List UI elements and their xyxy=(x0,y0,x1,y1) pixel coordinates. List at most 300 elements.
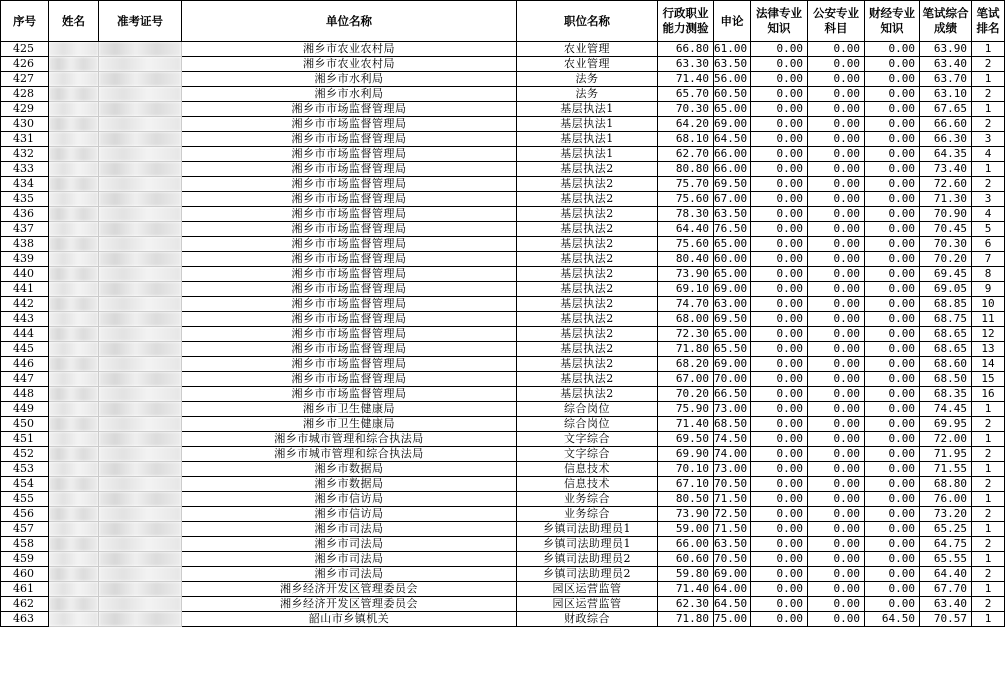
cell-total: 63.10 xyxy=(920,87,972,102)
redaction-blur xyxy=(49,57,98,71)
cell-xingce: 66.80 xyxy=(658,42,714,57)
cell-total: 72.00 xyxy=(920,432,972,447)
redaction-blur xyxy=(49,507,98,521)
cell-name-redacted xyxy=(49,477,99,492)
cell-unit: 湘乡市市场监督管理局 xyxy=(182,117,517,132)
cell-unit: 湘乡市市场监督管理局 xyxy=(182,102,517,117)
cell-rank: 1 xyxy=(972,402,1005,417)
cell-exam-no-redacted xyxy=(99,432,182,447)
cell-name-redacted xyxy=(49,507,99,522)
cell-total: 68.85 xyxy=(920,297,972,312)
redaction-blur xyxy=(49,522,98,536)
redaction-blur xyxy=(99,522,181,536)
cell-exam-no-redacted xyxy=(99,147,182,162)
cell-unit: 湘乡市市场监督管理局 xyxy=(182,177,517,192)
table-row xyxy=(1,237,1005,252)
cell-police: 0.00 xyxy=(808,522,865,537)
cell-finance: 0.00 xyxy=(865,552,920,567)
cell-xingce: 80.80 xyxy=(658,162,714,177)
cell-unit: 湘乡市司法局 xyxy=(182,537,517,552)
table-row xyxy=(1,507,1005,522)
cell-name-redacted xyxy=(49,207,99,222)
cell-unit: 湘乡市数据局 xyxy=(182,477,517,492)
cell-seq: 453 xyxy=(1,462,49,477)
cell-exam-no-redacted xyxy=(99,132,182,147)
cell-law: 0.00 xyxy=(751,402,808,417)
cell-rank: 14 xyxy=(972,357,1005,372)
cell-position: 基层执法2 xyxy=(517,372,658,387)
cell-xingce: 64.40 xyxy=(658,222,714,237)
cell-law: 0.00 xyxy=(751,312,808,327)
cell-police: 0.00 xyxy=(808,162,865,177)
cell-total: 67.65 xyxy=(920,102,972,117)
cell-seq: 445 xyxy=(1,342,49,357)
cell-law: 0.00 xyxy=(751,522,808,537)
cell-finance: 0.00 xyxy=(865,432,920,447)
redaction-blur xyxy=(99,417,181,431)
table-row xyxy=(1,567,1005,582)
cell-seq: 459 xyxy=(1,552,49,567)
redaction-blur xyxy=(99,57,181,71)
cell-police: 0.00 xyxy=(808,357,865,372)
cell-xingce: 59.00 xyxy=(658,522,714,537)
redaction-blur xyxy=(49,567,98,581)
cell-name-redacted xyxy=(49,147,99,162)
cell-unit: 湘乡市市场监督管理局 xyxy=(182,372,517,387)
cell-law: 0.00 xyxy=(751,192,808,207)
table-row xyxy=(1,132,1005,147)
cell-seq: 456 xyxy=(1,507,49,522)
cell-shenlun: 74.00 xyxy=(714,447,751,462)
table-row xyxy=(1,597,1005,612)
cell-shenlun: 69.50 xyxy=(714,312,751,327)
cell-police: 0.00 xyxy=(808,222,865,237)
redaction-blur xyxy=(99,537,181,551)
cell-position: 农业管理 xyxy=(517,42,658,57)
redaction-blur xyxy=(99,357,181,371)
redaction-blur xyxy=(49,342,98,356)
cell-police: 0.00 xyxy=(808,477,865,492)
cell-position: 农业管理 xyxy=(517,57,658,72)
cell-unit: 湘乡市市场监督管理局 xyxy=(182,237,517,252)
cell-name-redacted xyxy=(49,552,99,567)
cell-rank: 1 xyxy=(972,492,1005,507)
cell-unit: 湘乡经济开发区管理委员会 xyxy=(182,597,517,612)
header-law: 法律专业知识 xyxy=(751,1,808,42)
cell-police: 0.00 xyxy=(808,282,865,297)
cell-exam-no-redacted xyxy=(99,507,182,522)
cell-total: 68.60 xyxy=(920,357,972,372)
cell-police: 0.00 xyxy=(808,387,865,402)
redaction-blur xyxy=(99,72,181,86)
cell-rank: 2 xyxy=(972,477,1005,492)
cell-law: 0.00 xyxy=(751,357,808,372)
cell-shenlun: 71.50 xyxy=(714,492,751,507)
cell-seq: 443 xyxy=(1,312,49,327)
redaction-blur xyxy=(49,207,98,221)
cell-seq: 461 xyxy=(1,582,49,597)
cell-seq: 428 xyxy=(1,87,49,102)
cell-position: 基层执法2 xyxy=(517,267,658,282)
cell-position: 业务综合 xyxy=(517,492,658,507)
cell-police: 0.00 xyxy=(808,72,865,87)
cell-rank: 13 xyxy=(972,342,1005,357)
cell-exam-no-redacted xyxy=(99,252,182,267)
cell-position: 法务 xyxy=(517,72,658,87)
cell-total: 64.35 xyxy=(920,147,972,162)
table-row xyxy=(1,222,1005,237)
redaction-blur xyxy=(49,42,98,56)
cell-unit: 湘乡市水利局 xyxy=(182,87,517,102)
cell-shenlun: 73.00 xyxy=(714,462,751,477)
header-police: 公安专业科目 xyxy=(808,1,865,42)
header-exam-no: 准考证号 xyxy=(99,1,182,42)
cell-police: 0.00 xyxy=(808,102,865,117)
cell-position: 基层执法2 xyxy=(517,177,658,192)
cell-exam-no-redacted xyxy=(99,357,182,372)
cell-xingce: 60.60 xyxy=(658,552,714,567)
cell-seq: 431 xyxy=(1,132,49,147)
table-row xyxy=(1,537,1005,552)
cell-rank: 9 xyxy=(972,282,1005,297)
cell-law: 0.00 xyxy=(751,387,808,402)
cell-name-redacted xyxy=(49,72,99,87)
cell-unit: 湘乡市市场监督管理局 xyxy=(182,342,517,357)
cell-finance: 0.00 xyxy=(865,42,920,57)
table-body xyxy=(1,42,1005,627)
cell-law: 0.00 xyxy=(751,507,808,522)
header-name: 姓名 xyxy=(49,1,99,42)
cell-position: 基层执法1 xyxy=(517,132,658,147)
redaction-blur xyxy=(49,372,98,386)
cell-total: 66.60 xyxy=(920,117,972,132)
cell-total: 68.65 xyxy=(920,342,972,357)
cell-name-redacted xyxy=(49,372,99,387)
table-row xyxy=(1,267,1005,282)
cell-xingce: 62.70 xyxy=(658,147,714,162)
cell-finance: 0.00 xyxy=(865,597,920,612)
cell-name-redacted xyxy=(49,192,99,207)
cell-seq: 441 xyxy=(1,282,49,297)
cell-finance: 0.00 xyxy=(865,582,920,597)
cell-xingce: 75.90 xyxy=(658,402,714,417)
cell-position: 信息技术 xyxy=(517,477,658,492)
cell-finance: 0.00 xyxy=(865,492,920,507)
cell-shenlun: 75.00 xyxy=(714,612,751,627)
cell-position: 基层执法1 xyxy=(517,102,658,117)
redaction-blur xyxy=(99,582,181,596)
cell-unit: 湘乡市卫生健康局 xyxy=(182,417,517,432)
cell-shenlun: 65.00 xyxy=(714,102,751,117)
cell-position: 基层执法2 xyxy=(517,222,658,237)
cell-total: 69.45 xyxy=(920,267,972,282)
cell-shenlun: 72.50 xyxy=(714,507,751,522)
cell-police: 0.00 xyxy=(808,402,865,417)
cell-xingce: 80.50 xyxy=(658,492,714,507)
cell-exam-no-redacted xyxy=(99,567,182,582)
cell-name-redacted xyxy=(49,312,99,327)
cell-rank: 2 xyxy=(972,597,1005,612)
cell-total: 68.80 xyxy=(920,477,972,492)
cell-unit: 湘乡市城市管理和综合执法局 xyxy=(182,447,517,462)
table-row xyxy=(1,462,1005,477)
redaction-blur xyxy=(49,162,98,176)
cell-shenlun: 76.50 xyxy=(714,222,751,237)
cell-seq: 437 xyxy=(1,222,49,237)
cell-name-redacted xyxy=(49,267,99,282)
cell-shenlun: 61.00 xyxy=(714,42,751,57)
cell-law: 0.00 xyxy=(751,222,808,237)
cell-unit: 湘乡市水利局 xyxy=(182,72,517,87)
cell-xingce: 69.10 xyxy=(658,282,714,297)
cell-total: 63.70 xyxy=(920,72,972,87)
cell-total: 70.30 xyxy=(920,237,972,252)
cell-police: 0.00 xyxy=(808,312,865,327)
cell-xingce: 71.40 xyxy=(658,417,714,432)
cell-rank: 12 xyxy=(972,327,1005,342)
cell-law: 0.00 xyxy=(751,567,808,582)
cell-unit: 湘乡市市场监督管理局 xyxy=(182,147,517,162)
cell-police: 0.00 xyxy=(808,462,865,477)
cell-unit: 湘乡市市场监督管理局 xyxy=(182,252,517,267)
header-seq: 序号 xyxy=(1,1,49,42)
redaction-blur xyxy=(99,462,181,476)
cell-shenlun: 63.50 xyxy=(714,537,751,552)
cell-position: 信息技术 xyxy=(517,462,658,477)
redaction-blur xyxy=(99,447,181,461)
redaction-blur xyxy=(49,267,98,281)
cell-unit: 湘乡市城市管理和综合执法局 xyxy=(182,432,517,447)
cell-law: 0.00 xyxy=(751,462,808,477)
table-row xyxy=(1,312,1005,327)
cell-total: 71.30 xyxy=(920,192,972,207)
redaction-blur xyxy=(99,342,181,356)
cell-police: 0.00 xyxy=(808,432,865,447)
header-unit: 单位名称 xyxy=(182,1,517,42)
cell-police: 0.00 xyxy=(808,192,865,207)
redaction-blur xyxy=(99,177,181,191)
cell-finance: 0.00 xyxy=(865,102,920,117)
cell-total: 63.40 xyxy=(920,57,972,72)
cell-exam-no-redacted xyxy=(99,192,182,207)
cell-xingce: 75.70 xyxy=(658,177,714,192)
redaction-blur xyxy=(99,267,181,281)
cell-position: 综合岗位 xyxy=(517,417,658,432)
cell-rank: 4 xyxy=(972,207,1005,222)
cell-position: 综合岗位 xyxy=(517,402,658,417)
cell-exam-no-redacted xyxy=(99,177,182,192)
cell-unit: 湘乡市市场监督管理局 xyxy=(182,192,517,207)
cell-finance: 0.00 xyxy=(865,267,920,282)
cell-unit: 湘乡市数据局 xyxy=(182,462,517,477)
cell-position: 园区运营监管 xyxy=(517,597,658,612)
cell-seq: 436 xyxy=(1,207,49,222)
cell-law: 0.00 xyxy=(751,147,808,162)
table-row xyxy=(1,477,1005,492)
cell-xingce: 70.20 xyxy=(658,387,714,402)
cell-seq: 433 xyxy=(1,162,49,177)
cell-police: 0.00 xyxy=(808,297,865,312)
cell-law: 0.00 xyxy=(751,102,808,117)
cell-seq: 427 xyxy=(1,72,49,87)
cell-shenlun: 65.50 xyxy=(714,342,751,357)
cell-shenlun: 63.50 xyxy=(714,207,751,222)
cell-shenlun: 69.00 xyxy=(714,357,751,372)
cell-name-redacted xyxy=(49,327,99,342)
header-rank: 笔试排名 xyxy=(972,1,1005,42)
cell-seq: 458 xyxy=(1,537,49,552)
redaction-blur xyxy=(49,537,98,551)
cell-total: 65.25 xyxy=(920,522,972,537)
cell-law: 0.00 xyxy=(751,162,808,177)
cell-xingce: 73.90 xyxy=(658,507,714,522)
cell-law: 0.00 xyxy=(751,477,808,492)
redaction-blur xyxy=(49,462,98,476)
table-row xyxy=(1,432,1005,447)
table-row xyxy=(1,102,1005,117)
redaction-blur xyxy=(49,222,98,236)
cell-rank: 1 xyxy=(972,522,1005,537)
cell-seq: 462 xyxy=(1,597,49,612)
table-row xyxy=(1,447,1005,462)
cell-police: 0.00 xyxy=(808,582,865,597)
cell-seq: 440 xyxy=(1,267,49,282)
redaction-blur xyxy=(99,222,181,236)
cell-police: 0.00 xyxy=(808,207,865,222)
cell-name-redacted xyxy=(49,132,99,147)
cell-finance: 0.00 xyxy=(865,117,920,132)
redaction-blur xyxy=(49,477,98,491)
cell-police: 0.00 xyxy=(808,42,865,57)
redaction-blur xyxy=(49,312,98,326)
cell-shenlun: 65.00 xyxy=(714,327,751,342)
cell-finance: 0.00 xyxy=(865,147,920,162)
redaction-blur xyxy=(99,237,181,251)
cell-exam-no-redacted xyxy=(99,417,182,432)
table-row xyxy=(1,192,1005,207)
cell-exam-no-redacted xyxy=(99,222,182,237)
redaction-blur xyxy=(49,117,98,131)
cell-seq: 447 xyxy=(1,372,49,387)
redaction-blur xyxy=(49,582,98,596)
redaction-blur xyxy=(99,312,181,326)
header-row xyxy=(1,1,1005,42)
cell-shenlun: 73.00 xyxy=(714,402,751,417)
cell-name-redacted xyxy=(49,597,99,612)
cell-exam-no-redacted xyxy=(99,312,182,327)
table-row xyxy=(1,162,1005,177)
cell-exam-no-redacted xyxy=(99,387,182,402)
cell-police: 0.00 xyxy=(808,507,865,522)
cell-seq: 455 xyxy=(1,492,49,507)
redaction-blur xyxy=(49,282,98,296)
cell-unit: 湘乡市农业农村局 xyxy=(182,42,517,57)
cell-police: 0.00 xyxy=(808,552,865,567)
cell-position: 基层执法2 xyxy=(517,162,658,177)
cell-finance: 0.00 xyxy=(865,462,920,477)
cell-position: 基层执法2 xyxy=(517,312,658,327)
redaction-blur xyxy=(99,477,181,491)
cell-law: 0.00 xyxy=(751,177,808,192)
cell-law: 0.00 xyxy=(751,87,808,102)
table-row xyxy=(1,387,1005,402)
cell-name-redacted xyxy=(49,582,99,597)
cell-finance: 0.00 xyxy=(865,477,920,492)
cell-position: 基层执法2 xyxy=(517,327,658,342)
redaction-blur xyxy=(99,432,181,446)
cell-position: 基层执法2 xyxy=(517,237,658,252)
cell-xingce: 72.30 xyxy=(658,327,714,342)
cell-xingce: 68.00 xyxy=(658,312,714,327)
cell-name-redacted xyxy=(49,342,99,357)
cell-seq: 454 xyxy=(1,477,49,492)
cell-finance: 0.00 xyxy=(865,222,920,237)
cell-shenlun: 66.00 xyxy=(714,147,751,162)
cell-exam-no-redacted xyxy=(99,477,182,492)
cell-name-redacted xyxy=(49,57,99,72)
cell-xingce: 74.70 xyxy=(658,297,714,312)
table-row xyxy=(1,372,1005,387)
cell-unit: 湘乡市卫生健康局 xyxy=(182,402,517,417)
cell-finance: 0.00 xyxy=(865,282,920,297)
cell-unit: 湘乡市市场监督管理局 xyxy=(182,222,517,237)
cell-total: 67.70 xyxy=(920,582,972,597)
redaction-blur xyxy=(99,207,181,221)
cell-rank: 1 xyxy=(972,162,1005,177)
cell-rank: 15 xyxy=(972,372,1005,387)
cell-name-redacted xyxy=(49,432,99,447)
cell-unit: 湘乡市市场监督管理局 xyxy=(182,297,517,312)
table-row xyxy=(1,72,1005,87)
cell-xingce: 59.80 xyxy=(658,567,714,582)
cell-exam-no-redacted xyxy=(99,282,182,297)
cell-rank: 6 xyxy=(972,237,1005,252)
cell-exam-no-redacted xyxy=(99,612,182,627)
cell-xingce: 80.40 xyxy=(658,252,714,267)
cell-police: 0.00 xyxy=(808,447,865,462)
table-row xyxy=(1,582,1005,597)
cell-police: 0.00 xyxy=(808,417,865,432)
cell-police: 0.00 xyxy=(808,597,865,612)
redaction-blur xyxy=(99,327,181,341)
cell-name-redacted xyxy=(49,417,99,432)
redaction-blur xyxy=(49,87,98,101)
table-row xyxy=(1,147,1005,162)
cell-finance: 0.00 xyxy=(865,162,920,177)
cell-xingce: 67.00 xyxy=(658,372,714,387)
cell-total: 70.20 xyxy=(920,252,972,267)
cell-unit: 湘乡市市场监督管理局 xyxy=(182,132,517,147)
cell-xingce: 70.30 xyxy=(658,102,714,117)
cell-shenlun: 56.00 xyxy=(714,72,751,87)
cell-position: 基层执法2 xyxy=(517,357,658,372)
cell-position: 乡镇司法助理员1 xyxy=(517,522,658,537)
cell-name-redacted xyxy=(49,537,99,552)
redaction-blur xyxy=(49,447,98,461)
cell-seq: 448 xyxy=(1,387,49,402)
cell-shenlun: 63.50 xyxy=(714,57,751,72)
cell-exam-no-redacted xyxy=(99,162,182,177)
table-row xyxy=(1,492,1005,507)
cell-finance: 0.00 xyxy=(865,312,920,327)
cell-finance: 0.00 xyxy=(865,297,920,312)
cell-xingce: 70.10 xyxy=(658,462,714,477)
cell-shenlun: 60.50 xyxy=(714,87,751,102)
cell-shenlun: 64.00 xyxy=(714,582,751,597)
cell-exam-no-redacted xyxy=(99,402,182,417)
redaction-blur xyxy=(49,177,98,191)
redaction-blur xyxy=(49,387,98,401)
